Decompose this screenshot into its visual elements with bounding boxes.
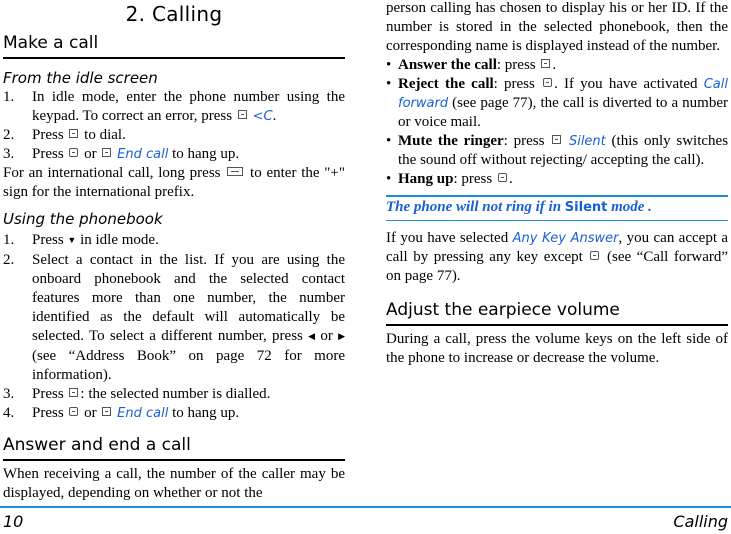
menu-label-silent: Silent (568, 134, 606, 149)
menu-label-any-key-answer: Any Key Answer (512, 231, 619, 246)
list-item: 3. Press : the selected number is dialled. (3, 386, 271, 402)
footer-section-title: Calling (673, 512, 728, 531)
chapter-title: 2. Calling (125, 2, 223, 26)
intl-call-text: For an international call, long press to enter the "+" sign for the international prefix. (3, 165, 346, 200)
answer-text: When receiving a call, the number of the caller may be displayed, depending on whether or not the (3, 466, 345, 501)
softkey-icon (552, 135, 561, 144)
list-item: 1. Press ▼ in idle mode. (3, 232, 159, 248)
down-arrow-icon: ▼ (67, 235, 77, 245)
call-key-icon (69, 129, 78, 138)
end-key-icon (69, 407, 78, 416)
section-adjust-volume: Adjust the earpiece volume (386, 300, 728, 326)
end-key-icon (590, 251, 599, 260)
list-item: 4. Press or End call to hang up. (3, 405, 240, 421)
end-key-icon (69, 148, 78, 157)
menu-label-end-call: End call (117, 147, 169, 162)
list-item: 3. Press or End call to hang up. (3, 146, 240, 162)
list-item: 2. Select a contact in the list. If you are using the onboard phonebook and the selected contact features more than one number, the number identified as the default will automatically be selected. To select a different number, press ◀ or ▶ (see “Address Book” on page 72 for more information). (3, 252, 346, 383)
list-item: 1. In idle mode, enter the phone number using the keypad. To correct an error, press <C. (3, 89, 345, 124)
left-arrow-icon: ◀ (308, 331, 316, 341)
call-key-icon (541, 59, 550, 68)
end-key-icon (543, 78, 552, 87)
left-column (3, 0, 345, 503)
list-item: • Hang up: press . (386, 171, 513, 187)
menu-label-call-forward: Call forward (398, 77, 728, 111)
volume-text: During a call, press the volume keys on the left side of the phone to increase or decrease the volume. (386, 331, 728, 366)
menu-label-clear: <C (252, 109, 273, 124)
continued-text: person calling has chosen to display his or her ID. If the number is stored in the selected phonebook, then the corresponding name is displayed instead of the number. (386, 0, 728, 54)
page-number: 10 (3, 512, 24, 531)
subheading-idle-screen: From the idle screen (3, 69, 158, 87)
any-key-answer-text: If you have selected Any Key Answer, you can accept a call by pressing any key except (see “Call forward” on page 77). (386, 230, 729, 284)
menu-label-end-call: End call (117, 406, 169, 421)
list-item: 2. Press to dial. (3, 127, 126, 143)
softkey-icon (102, 148, 111, 157)
list-item: • Mute the ringer: press Silent (this only switches the sound off without rejecting/ accepting the call). (386, 133, 729, 168)
list-item: • Answer the call: press . (386, 57, 557, 73)
note-box: The phone will not ring if in Silent mode . (386, 195, 728, 221)
end-key-icon (498, 173, 507, 182)
section-make-a-call: Make a call (3, 33, 345, 59)
subheading-phonebook: Using the phonebook (3, 210, 163, 228)
section-answer-end-call: Answer and end a call (3, 435, 345, 461)
clear-key-icon (238, 110, 247, 119)
softkey-icon (102, 407, 111, 416)
right-column (386, 0, 728, 368)
list-item: • Reject the call: press . If you have activated Call forward (see page 77), the call is diverted to a number or voice mail. (386, 76, 728, 130)
footer-divider (0, 506, 731, 508)
menu-label-silent: Silent (564, 200, 608, 215)
right-arrow-icon: ▶ (338, 331, 346, 341)
call-key-icon (69, 388, 78, 397)
star-key-icon (227, 167, 243, 176)
